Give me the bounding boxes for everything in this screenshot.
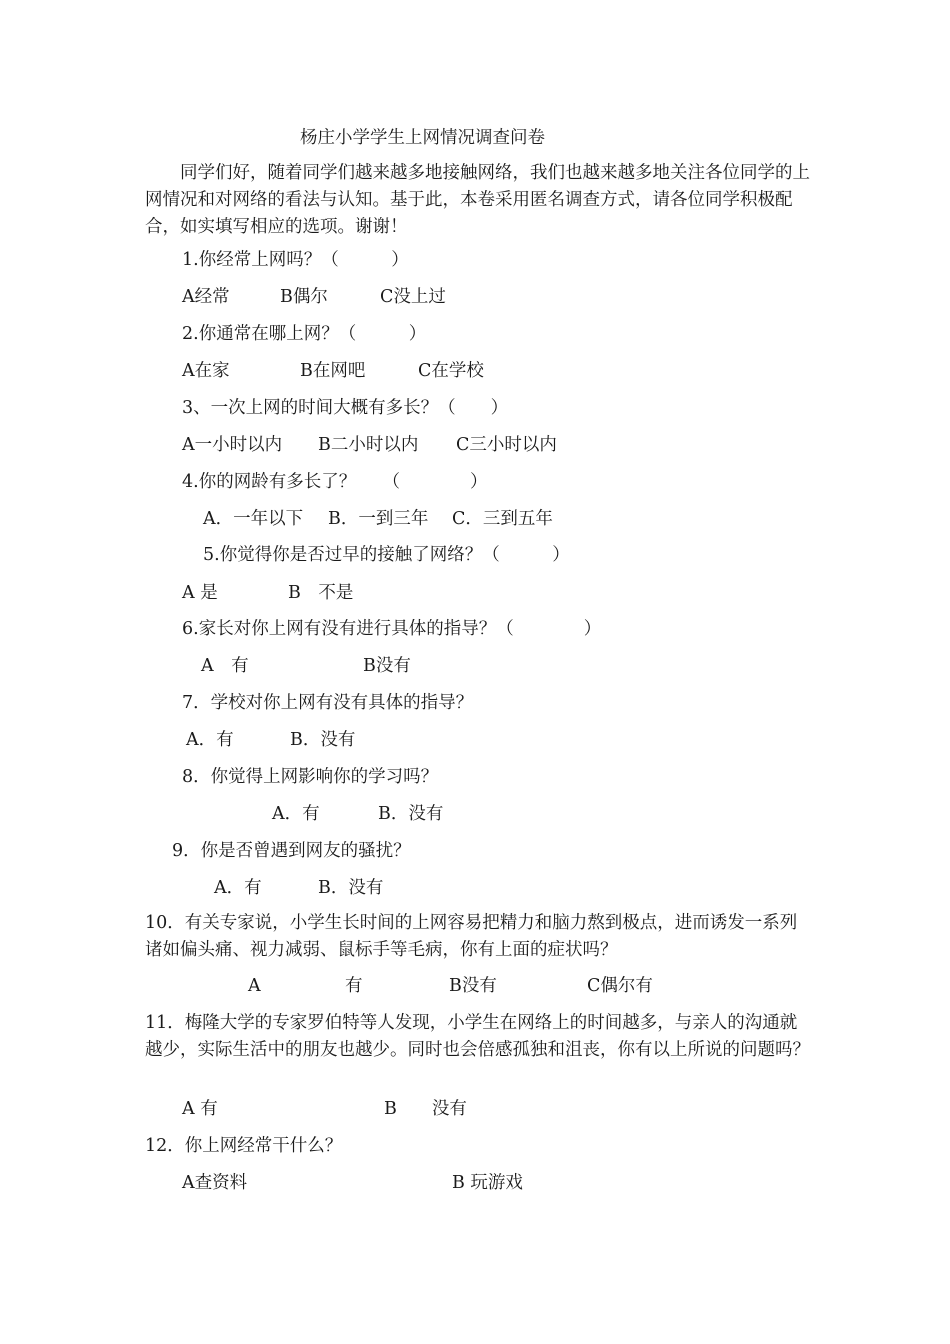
q6-option-a: A 有 [201, 656, 249, 676]
question-12: 12．你上网经常干什么？ [145, 1136, 343, 1156]
question-3: 3、一次上网的时间大概有多长？（ ） [182, 398, 509, 418]
q10-option-a: A [248, 976, 261, 996]
q9-option-b: B．没有 [318, 878, 384, 898]
question-1: 1.你经常上网吗？（ ） [182, 250, 409, 270]
q6-option-b: B没有 [363, 656, 411, 676]
q12-option-a: A查资料 [182, 1173, 248, 1193]
question-5: 5.你觉得你是否过早的接触了网络？（ ） [203, 545, 570, 565]
q9-option-a: A．有 [214, 878, 262, 898]
question-9: 9．你是否曾遇到网友的骚扰？ [172, 841, 411, 861]
q4-option-c: C．三到五年 [452, 509, 553, 529]
q10-option-c: C偶尔有 [587, 976, 653, 996]
q10-option-b: B没有 [449, 976, 497, 996]
q5-option-a: A 是 [182, 583, 218, 603]
q2-option-c: C在学校 [418, 361, 484, 381]
intro-paragraph: 同学们好，随着同学们越来越多地接触网络，我们也越来越多地关注各位同学的上网情况和对网络的看法与认知。基于此，本卷采用匿名调查方式，请各位同学积极配合，如实填写相应的选项。谢谢！ [145, 163, 810, 237]
q3-option-b: B二小时以内 [318, 435, 419, 455]
q11-option-b: B 没有 [384, 1099, 467, 1119]
q11-option-a: A 有 [182, 1099, 218, 1119]
q1-option-b: B偶尔 [280, 287, 328, 307]
q1-option-c: C没上过 [380, 287, 446, 307]
question-10: 10．有关专家说，小学生长时间的上网容易把精力和脑力熬到极点，进而诱发一系列诸如偏头痛、视力减弱、鼠标手等毛病，你有上面的症状吗？ [145, 913, 798, 960]
q2-option-b: B在网吧 [300, 361, 366, 381]
question-6: 6.家长对你上网有没有进行具体的指导？（ ） [182, 619, 602, 639]
q12-option-b: B 玩游戏 [452, 1173, 523, 1193]
q1-option-a: A经常 [182, 287, 230, 307]
q4-option-b: B．一到三年 [328, 509, 429, 529]
q5-option-b: B 不是 [288, 583, 354, 603]
q3-option-a: A一小时以内 [182, 435, 283, 455]
page-title: 杨庄小学学生上网情况调查问卷 [300, 128, 545, 148]
q2-option-a: A在家 [182, 361, 230, 381]
question-7: 7．学校对你上网有没有具体的指导？ [182, 693, 474, 713]
q8-option-b: B．没有 [378, 804, 444, 824]
question-8: 8．你觉得上网影响你的学习吗？ [182, 767, 439, 787]
q8-option-a: A．有 [272, 804, 320, 824]
q7-option-a: A．有 [186, 730, 234, 750]
question-2: 2.你通常在哪上网？（ ） [182, 324, 427, 344]
question-11: 11．梅隆大学的专家罗伯特等人发现，小学生在网络上的时间越多，与亲人的沟通就越少，实际生活中的朋友也越少。同时也会倍感孤独和沮丧，你有以上所说的问题吗？ [145, 1013, 810, 1060]
q7-option-b: B．没有 [290, 730, 356, 750]
q10-option-a-text: 有 [345, 976, 363, 996]
question-4: 4.你的网龄有多长了？ （ ） [182, 472, 488, 492]
q3-option-c: C三小时以内 [456, 435, 557, 455]
q4-option-a: A．一年以下 [203, 509, 304, 529]
